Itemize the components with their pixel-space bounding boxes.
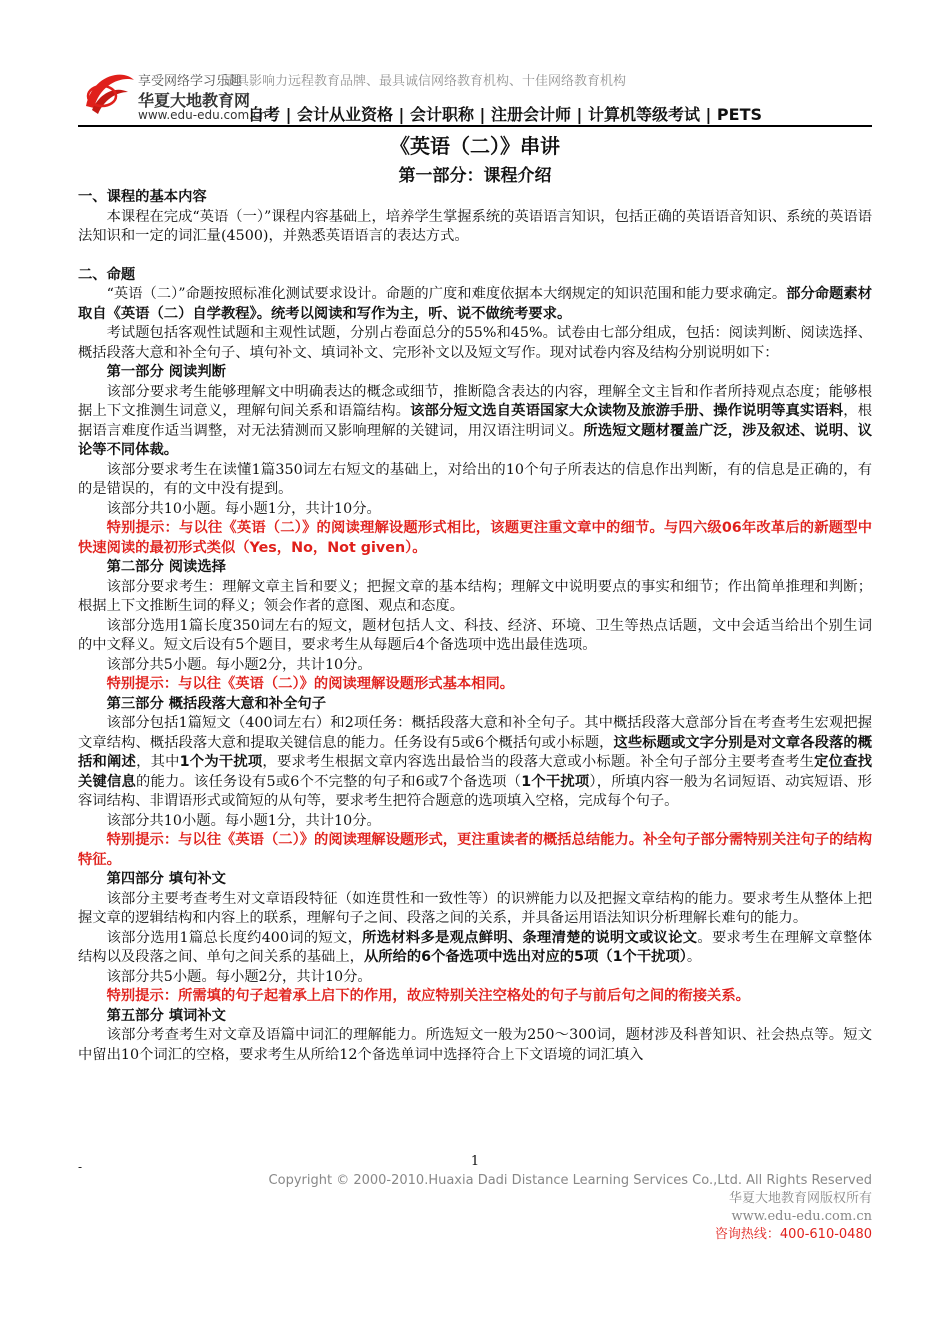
page-number: 1: [470, 1154, 480, 1169]
hotline: 咨询热线：400-610-0480: [714, 1227, 872, 1242]
paragraph: 该部分要求考生能够理解文中明确表达的概念或细节，推断隐含表达的内容，理解全文主旨和作者所持观点态度；能够根据上下文推测生词意义，理解句间关系和语篇结构。该部分短文选自英语国家大众读物及旅游手册、操作说明等真实语料，根据语言难度作适当调整，对无法猜测而又影响理解的关键词，用汉语注明词义。所选短文题材覆盖广泛，涉及叙述、说明、议论等不同体裁。: [78, 383, 873, 458]
paragraph: 该部分主要考查考生对文章语段特征（如连贯性和一致性等）的识辨能力以及把握文章结构的能力。要求考生从整体上把握文章的逻辑结构和内容上的联系，理解句子之间、段落之间的关系，并具备运用语法知识分析理解长难句的能力。: [78, 890, 872, 926]
section-heading: 一、课程的基本内容: [78, 189, 207, 205]
brand-name: 华夏大地教育网: [138, 91, 251, 110]
paragraph: 该部分要求考生：理解文章主旨和要义；把握文章的基本结构；理解文中说明要点的事实和细节；作出简单推理和判断；根据上下文推断生词的释义；领会作者的意图、观点和态度。: [78, 578, 872, 614]
part-heading: 第四部分 填句补文: [106, 871, 226, 887]
huaxia-dadi-logo-icon: [78, 66, 138, 120]
paragraph: 该部分共5小题。每小题2分，共计10分。: [106, 968, 372, 985]
document-body: [78, 188, 872, 1065]
part-heading: 第三部分 概括段落大意和补全句子: [106, 695, 327, 712]
special-tip: 特别提示：与以往《英语（二）》的阅读理解设题形式，更注重读者的概括总结能力。补全句子部分需特别关注句子的结构特征。: [78, 832, 872, 868]
exam-nav[interactable]: 自考 | 会计从业资格 | 会计职称 | 注册会计师 | 计算机等级考试 | PETS: [248, 105, 763, 124]
page-header: [78, 62, 872, 126]
paragraph: “英语（二）”命题按照标准化测试要求设计。命题的广度和难度依据本大纲规定的知识范围和能力要求确定。部分命题素材取自《英语（二）自学教程》。统考以阅读和写作为主，听、说不做统考要求。: [78, 286, 873, 322]
paragraph: 考试题包括客观性试题和主观性试题，分别占卷面总分的55%和45%。试卷由七部分组成，包括：阅读判断、阅读选择、概括段落大意和补全句子、填句补文、填词补文、完形补文以及短文写作。现对试卷内容及结构分别说明如下：: [78, 325, 872, 361]
rights-statement: 华夏大地教育网版权所有: [728, 1191, 872, 1206]
tagline: 享受网络学习乐趣: [138, 74, 243, 89]
slogan: 最具影响力远程教育品牌、最具诚信网络教育机构、十佳网络教育机构: [223, 74, 627, 89]
special-tip: 特别提示：所需填的句子起着承上启下的作用，故应特别关注空格处的句子与前后句之间的衔接关系。: [106, 988, 750, 1004]
footer-url[interactable]: www.edu-edu.com.cn: [731, 1209, 872, 1224]
paragraph: 该部分共10小题。每小题1分，共计10分。: [106, 500, 381, 517]
paragraph: 本课程在完成“英语（一）”课程内容基础上，培养学生掌握系统的英语语言知识，包括正确的英语语音知识、系统的英语语法知识和一定的词汇量(4500)，并熟悉英语语言的表达方式。: [78, 208, 872, 244]
page-footer: [269, 1172, 872, 1244]
paragraph: 该部分包括1篇短文（400词左右）和2项任务：概括段落大意和补全句子。其中概括段落大意部分旨在考查考生宏观把握文章结构、概括段落大意和提取关键信息的能力。任务设有5或6个概括句或小标题，这些标题或文字分别是对文章各段落的概括和阐述，其中1个为干扰项，要求考生根据文章内容选出最恰当的段落大意或小标题。补全句子部分主要考查考生定位查找关键信息的能力。该任务设有5或6个不完整的句子和6或7个备选项（1个干扰项），所填内容一般为名词短语、动宾短语、形容词结构、非谓语形式或简短的从句等，要求考生把符合题意的选项填入空格，完成每个句子。: [78, 715, 873, 809]
paragraph: 该部分共5小题。每小题2分，共计10分。: [106, 656, 372, 673]
section-heading: 二、命题: [78, 266, 136, 283]
paragraph: 该部分要求考生在读懂1篇350词左右短文的基础上，对给出的10个句子所表达的信息作出判断，有的信息是正确的，有的是错误的，有的文中没有提到。: [78, 461, 872, 497]
footer-dash: -: [78, 1160, 83, 1174]
part-heading: 第五部分 填词补文: [106, 1007, 226, 1024]
copyright: Copyright © 2000-2010.Huaxia Dadi Distance Learning Services Co.,Ltd. All Rights Reserved: [268, 1173, 872, 1188]
paragraph: 该部分选用1篇总长度约400词的短文，所选材料多是观点鲜明、条理清楚的说明文或议论文。要求考生在理解文章整体结构以及段落之间、单句之间关系的基础上，从所给的6个备选项中选出对应的5项（1个干扰项）。: [78, 929, 872, 965]
part-heading: 第一部分 阅读判断: [106, 364, 226, 380]
part-heading: 第二部分 阅读选择: [106, 559, 226, 575]
paragraph: 该部分考查考生对文章及语篇中词汇的理解能力。所选短文一般为250～300词，题材涉及科普知识、社会热点等。短文中留出10个词汇的空格，要求考生从所给12个备选单词中选择符合上下文语境的词汇填入: [78, 1027, 872, 1063]
document-title: 《英语（二）》串讲: [390, 134, 560, 158]
special-tip: 特别提示：与以往《英语（二）》的阅读理解设题形式相比，该题更注重文章中的细节。与四六级06年改革后的新题型中快速阅读的最初形式类似（Yes，No，Not given）。: [78, 520, 872, 556]
header-divider: [78, 125, 872, 127]
document-subtitle: 第一部分：课程介绍: [398, 166, 552, 186]
paragraph: 该部分共10小题。每小题1分，共计10分。: [106, 812, 381, 829]
brand-url[interactable]: www.edu-edu.com.cn: [138, 108, 268, 122]
paragraph: 该部分选用1篇长度350词左右的短文，题材包括人文、科技、经济、环境、卫生等热点话题，文中会适当给出个别生词的中文释义。短文后设有5个题目，要求考生从每题后4个备选项中选出最佳选项。: [78, 617, 872, 653]
special-tip: 特别提示：与以往《英语（二）》的阅读理解设题形式基本相同。: [106, 676, 515, 692]
